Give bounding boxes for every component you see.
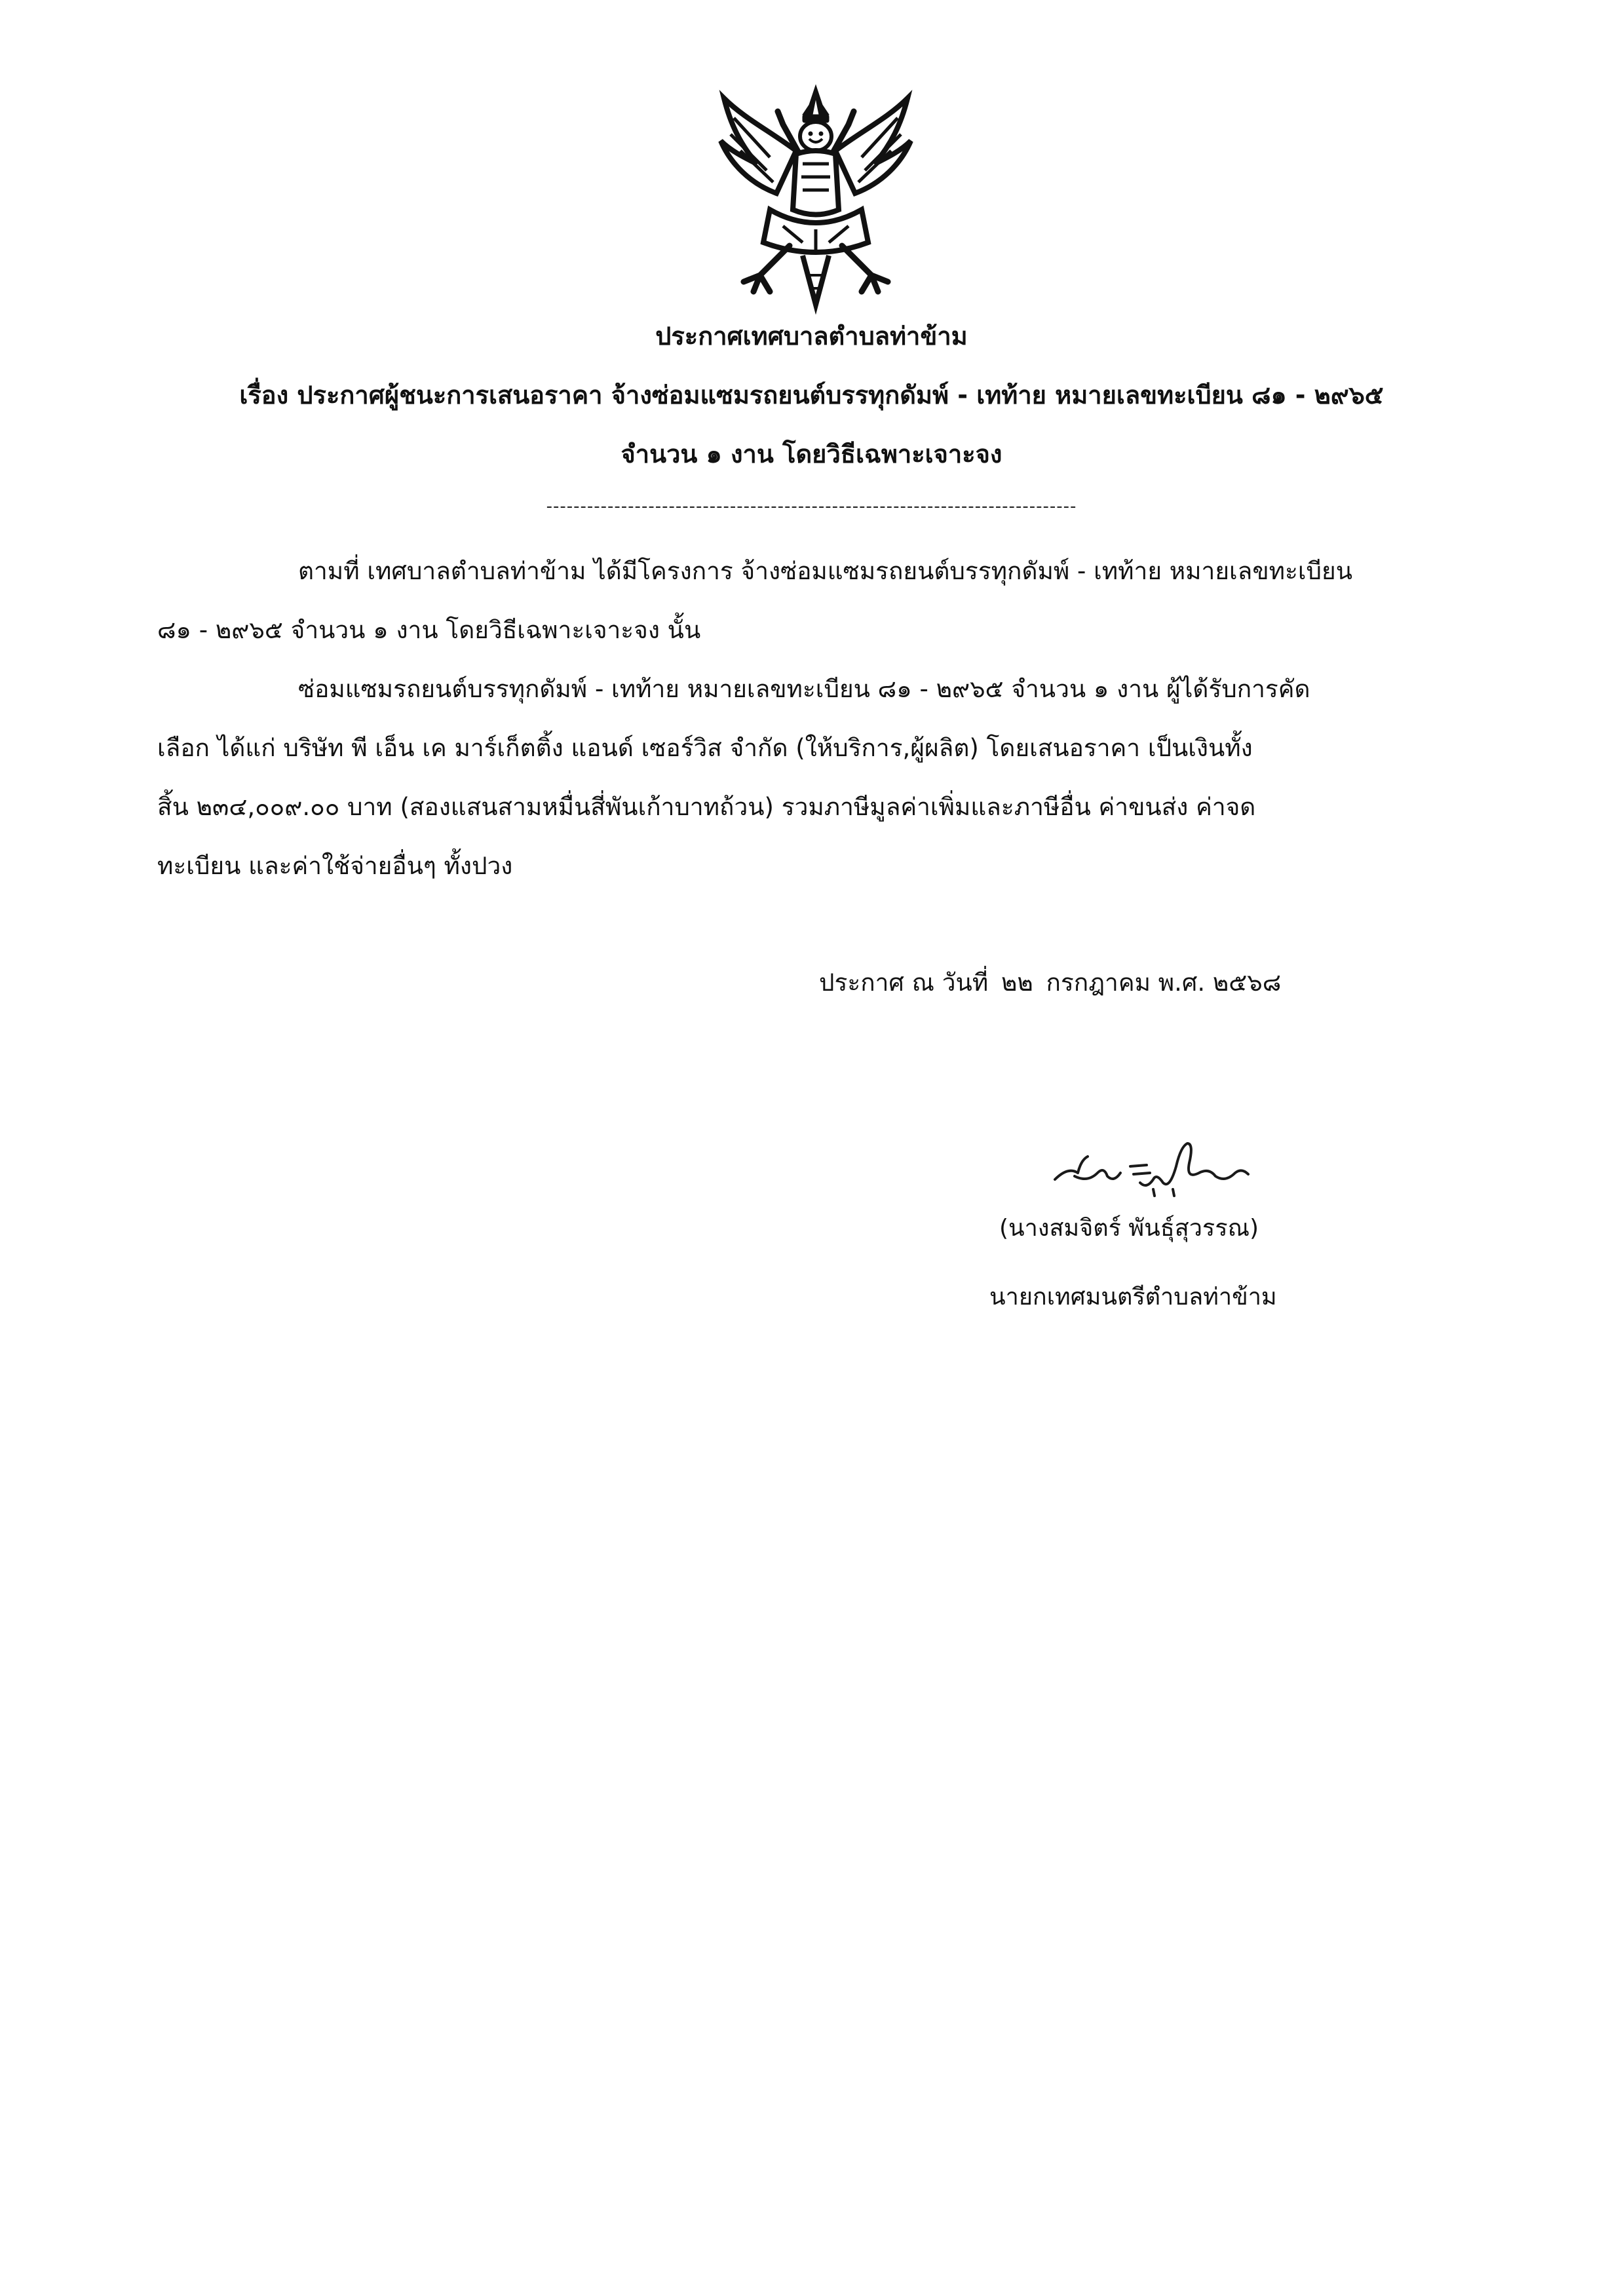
paragraph-2-line-1: ซ่อมแซมรถยนต์บรรทุกดัมพ์ - เทท้าย หมายเลขทะเบียน ๘๑ - ๒๙๖๕ จำนวน ๑ งาน ผู้ได้รับการคัด <box>298 675 1310 703</box>
garuda-emblem-icon <box>704 79 927 315</box>
paragraph-1-line-1: ตามที่ เทศบาลตำบลท่าข้าม ได้มีโครงการ จ้างซ่อมแซมรถยนต์บรรทุกดัมพ์ - เทท้าย หมายเลขทะเบียน <box>298 557 1352 585</box>
paragraph-2-line-3: สิ้น ๒๓๔,๐๐๙.๐๐ บาท (สองแสนสามหมื่นสี่พันเก้าบาทถ้วน) รวมภาษีมูลค่าเพิ่มและภาษีอื่น ค่าขนส่ง ค่าจด <box>157 793 1256 821</box>
date-day: ๒๒ <box>1001 968 1033 997</box>
paragraph-2-line-2: เลือก ได้แก่ บริษัท พี เอ็น เค มาร์เก็ตติ้ง แอนด์ เซอร์วิส จำกัด (ให้บริการ,ผู้ผลิต) โดยเสนอราคา เป็นเงินทั้ง <box>157 734 1253 762</box>
signer-name: (นางสมจิตร์ พันธุ์สุวรรณ) <box>999 1215 1259 1242</box>
signer-position: นายกเทศมนตรีตำบลท่าข้าม <box>989 1284 1277 1311</box>
separator-line: ------------------------------------------------------------------------------ <box>546 497 1077 516</box>
subject-line-1: เรื่อง ประกาศผู้ชนะการเสนอราคา จ้างซ่อมแซมรถยนต์บรรทุกดัมพ์ - เทท้าย หมายเลขทะเบียน ๘๑ - ๒๙๖๕ <box>239 381 1384 410</box>
date-prefix: ประกาศ ณ วันที่ <box>819 968 989 997</box>
subject-line-2: จำนวน ๑ งาน โดยวิธีเฉพาะเจาะจง <box>621 440 1002 469</box>
announcement-date <box>819 963 1281 1002</box>
date-month-year: กรกฎาคม พ.ศ. ๒๕๖๘ <box>1046 968 1282 997</box>
paragraph-1-line-2: ๘๑ - ๒๙๖๕ จำนวน ๑ งาน โดยวิธีเฉพาะเจาะจง นั้น <box>157 616 701 644</box>
handwritten-signature-icon <box>1042 1127 1258 1199</box>
paragraph-2-line-4: ทะเบียน และค่าใช้จ่ายอื่นๆ ทั้งปวง <box>157 852 513 880</box>
announcement-title: ประกาศเทศบาลตำบลท่าข้าม <box>655 322 968 351</box>
